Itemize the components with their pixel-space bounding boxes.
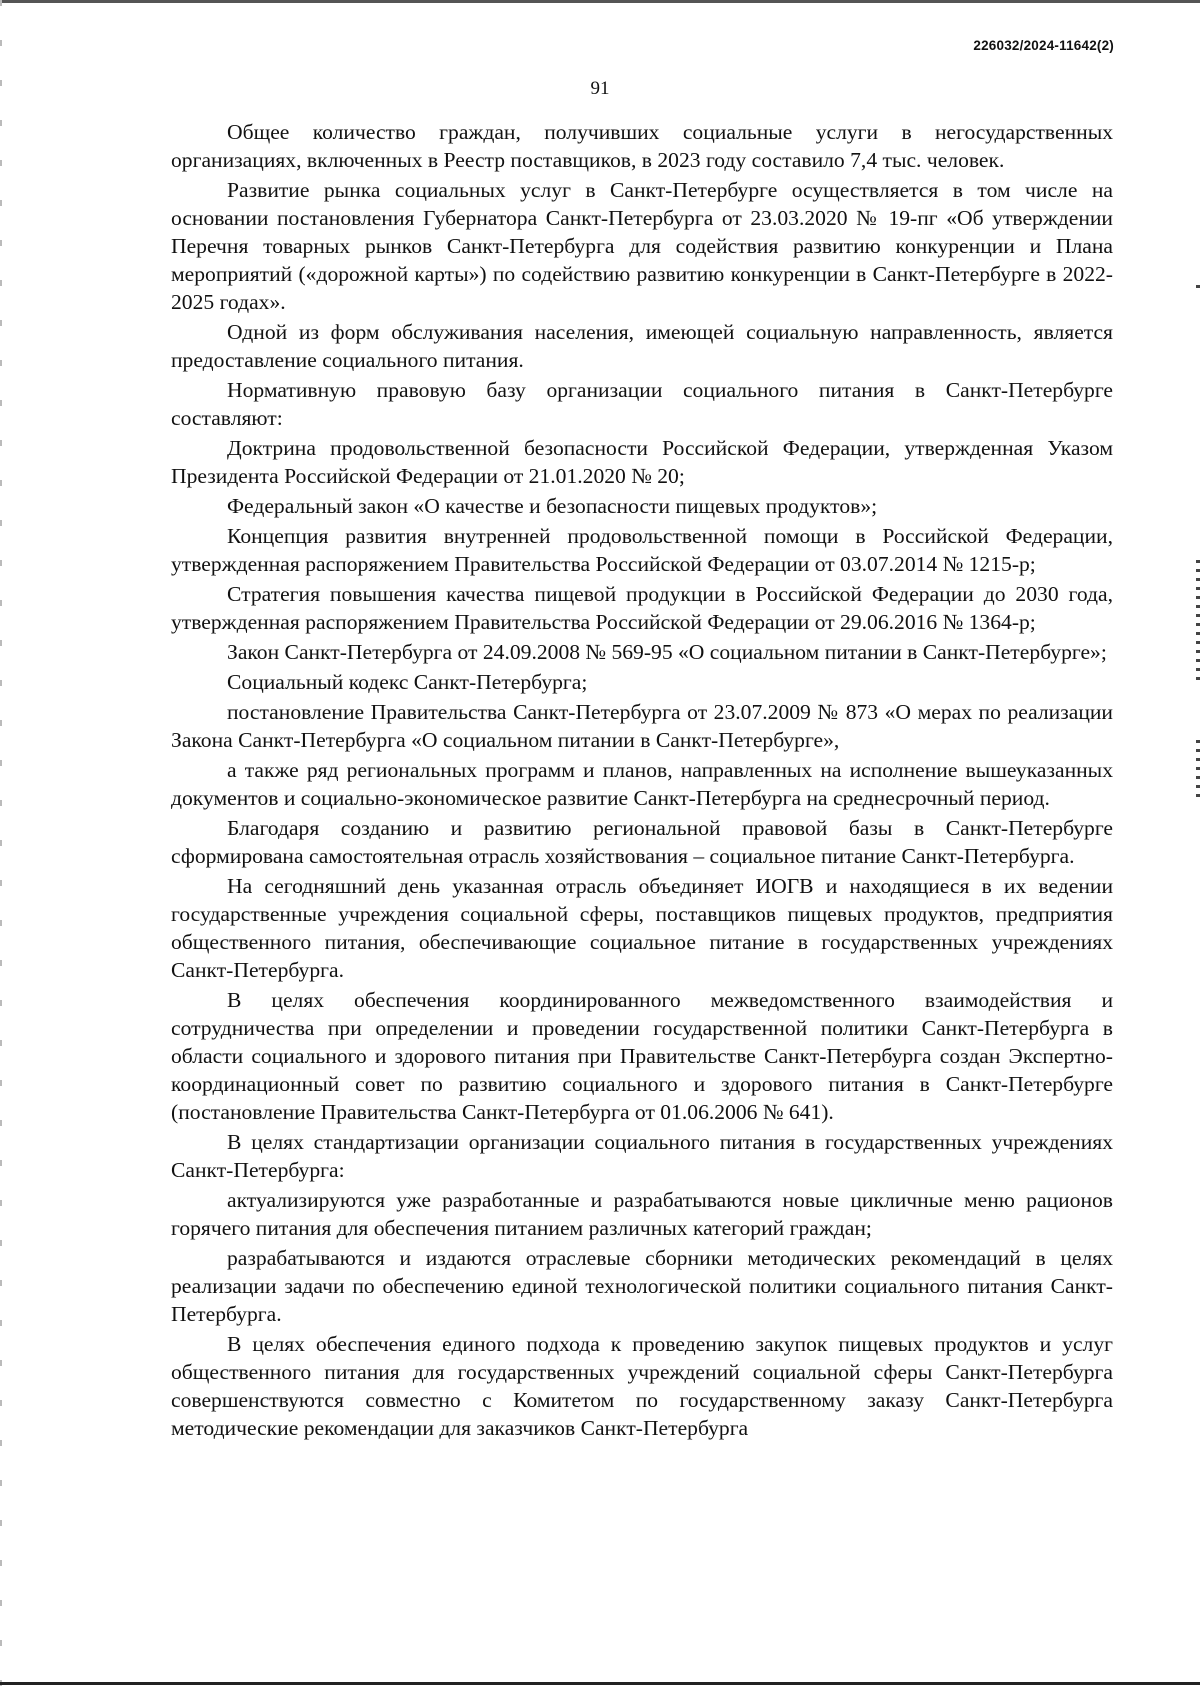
paragraph: В целях обеспечения координированного межведомственного взаимодействия и сотрудничества при определении и проведении государственной политики Санкт-Петербурга в области социального и здорового питания при Правительстве Санкт-Петербурга создан Экспертно-координационный совет по развитию социального и здорового питания в Санкт-Петербурге (постановление Правительства Санкт-Петербурга от 01.06.2006 № 641). — [171, 988, 1113, 1124]
document-body — [171, 118, 1113, 1444]
paragraph: актуализируются уже разработанные и разрабатываются новые цикличные меню рационов горячего питания для обеспечения питанием различных категорий граждан; — [171, 1188, 1113, 1240]
scan-border-top — [0, 0, 1200, 3]
paragraph: Нормативную правовую базу организации социального питания в Санкт-Петербурге составляют: — [171, 378, 1113, 430]
document-id: 226032/2024-11642(2) — [973, 38, 1114, 53]
paragraph: постановление Правительства Санкт-Петербурга от 23.07.2009 № 873 «О мерах по реализации Закона Санкт-Петербурга «О социальном питании в Санкт-Петербурге», — [171, 700, 1113, 752]
paragraph: Общее количество граждан, получивших социальные услуги в негосударственных организациях, включенных в Реестр поставщиков, в 2023 году составило 7,4 тыс. человек. — [171, 120, 1113, 172]
paragraph: Одной из форм обслуживания населения, имеющей социальную направленность, является предоставление социального питания. — [171, 320, 1113, 372]
paragraph: Доктрина продовольственной безопасности Российской Федерации, утвержденная Указом Президента Российской Федерации от 21.01.2020 № 20; — [171, 436, 1113, 488]
scan-edge-mark — [1196, 285, 1200, 291]
paragraph: разрабатываются и издаются отраслевые сборники методических рекомендаций в целях реализации задачи по обеспечению единой технологической политики социального питания Санкт-Петербурга. — [171, 1246, 1113, 1326]
scan-edge-mark — [1196, 740, 1200, 800]
paragraph: Закон Санкт-Петербурга от 24.09.2008 № 569-95 «О социальном питании в Санкт-Петербурге»; — [227, 640, 1107, 664]
paragraph: На сегодняшний день указанная отрасль объединяет ИОГВ и находящиеся в их ведении государственные учреждения социальной сферы, поставщиков пищевых продуктов, предприятия общественного питания, обеспечивающие социальное питание в государственных учреждениях Санкт-Петербурга. — [171, 874, 1113, 982]
paragraph: Социальный кодекс Санкт-Петербурга; — [227, 670, 588, 694]
scan-edge-mark — [1196, 560, 1200, 680]
paragraph: В целях стандартизации организации социального питания в государственных учреждениях Санкт-Петербурга: — [171, 1130, 1113, 1182]
paragraph: Развитие рынка социальных услуг в Санкт-Петербурге осуществляется в том числе на основании постановления Губернатора Санкт-Петербурга от 23.03.2020 № 19-пг «Об утверждении Перечня товарных рынков Санкт-Петербурга для содействия развитию конкуренции и Плана мероприятий («дорожной карты») по содействию развитию конкуренции в Санкт-Петербурге в 2022-2025 годах». — [171, 178, 1113, 314]
paragraph: В целях обеспечения единого подхода к проведению закупок пищевых продуктов и услуг общественного питания для государственных учреждений социальной сферы Санкт-Петербурга совершенствуются совместно с Комитетом по государственному заказу Санкт-Петербурга методические рекомендации для заказчиков Санкт-Петербурга — [171, 1332, 1113, 1440]
paragraph: Концепция развития внутренней продовольственной помощи в Российской Федерации, утвержденная распоряжением Правительства Российской Федерации от 03.07.2014 № 1215-р; — [171, 524, 1113, 576]
paragraph: а также ряд региональных программ и планов, направленных на исполнение вышеуказанных документов и социально-экономическое развитие Санкт-Петербурга на среднесрочный период. — [171, 758, 1113, 810]
page-number: 91 — [590, 78, 610, 99]
scan-border-bottom — [0, 1682, 1200, 1685]
paragraph: Благодаря созданию и развитию региональной правовой базы в Санкт-Петербурге сформирована самостоятельная отрасль хозяйствования – социальное питание Санкт-Петербурга. — [171, 816, 1113, 868]
paragraph: Стратегия повышения качества пищевой продукции в Российской Федерации до 2030 года, утвержденная распоряжением Правительства Российской Федерации от 29.06.2016 № 1364-р; — [171, 582, 1113, 634]
scan-border-left — [0, 0, 2, 1691]
paragraph: Федеральный закон «О качестве и безопасности пищевых продуктов»; — [227, 494, 878, 518]
